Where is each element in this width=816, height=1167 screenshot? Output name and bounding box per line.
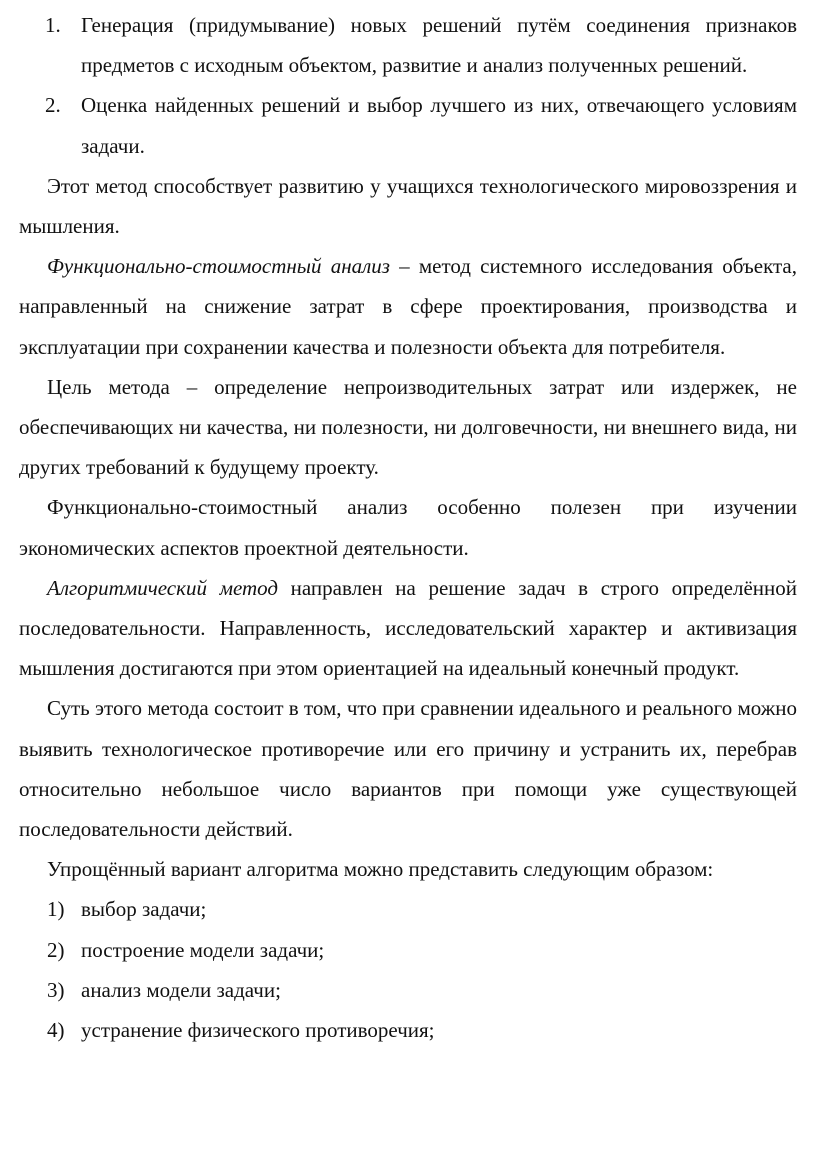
paragraph: Упрощённый вариант алгоритма можно представить следующим образом:	[47, 857, 714, 882]
paragraph-text: – метод системного исследования объекта, направленный на снижение затрат в сфере проектирования, производства и эксплуатации при сохранении качества и полезности объекта для потребителя.	[19, 254, 798, 359]
algorithm-step	[19, 1010, 797, 1050]
paragraph: Суть этого метода состоит в том, что при сравнении идеального и реального можно выявить технологическое противоречие или его причину и устранить их, перебрав относительно небольшое число вариантов при помощи уже существующей последовательности действий.	[19, 696, 797, 842]
numbered-list-item	[19, 5, 797, 85]
step-text: устранение физического противоречия;	[81, 1018, 435, 1043]
paragraph	[19, 568, 797, 689]
term-algorithmic-method: Алгоритмический метод	[47, 575, 279, 600]
step-text: построение модели задачи;	[81, 937, 325, 962]
list-item-text: Генерация (придумывание) новых решений путём соединения признаков предметов с исходным объектом, развитие и анализ полученных решений.	[81, 13, 797, 78]
paragraph	[19, 246, 797, 367]
paragraph: Функционально-стоимостный анализ особенно полезен при изучении экономических аспектов проектной деятельности.	[19, 495, 797, 560]
step-number: 2)	[47, 937, 65, 962]
algorithm-step	[19, 889, 797, 929]
list-item-number: 1.	[45, 13, 61, 37]
step-number: 1)	[47, 897, 65, 922]
step-text: выбор задачи;	[81, 897, 207, 922]
paragraph-text: направлен на решение задач в строго определённой последовательности. Направленность, исследовательский характер и активизация мышления достигаются при этом ориентацией на идеальный конечный продукт.	[19, 575, 797, 681]
document-page	[19, 5, 797, 1050]
step-text: анализ модели задачи;	[81, 977, 281, 1002]
algorithm-step	[19, 930, 797, 970]
list-item-number: 2.	[45, 93, 61, 118]
algorithm-step	[19, 970, 797, 1010]
step-number: 4)	[47, 1018, 65, 1043]
numbered-list-item	[19, 85, 797, 165]
paragraph: Этот метод способствует развитию у учащихся технологического мировоззрения и мышления.	[19, 173, 797, 239]
list-item-text: Оценка найденных решений и выбор лучшего из них, отвечающего условиям задачи.	[81, 93, 797, 158]
paragraph: Цель метода – определение непроизводительных затрат или издержек, не обеспечивающих ни качества, ни полезности, ни долговечности, ни внешнего вида, ни других требований к будущему проекту.	[19, 374, 797, 480]
step-number: 3)	[47, 977, 65, 1002]
term-functional-cost-analysis: Функционально-стоимостный анализ	[47, 254, 390, 279]
